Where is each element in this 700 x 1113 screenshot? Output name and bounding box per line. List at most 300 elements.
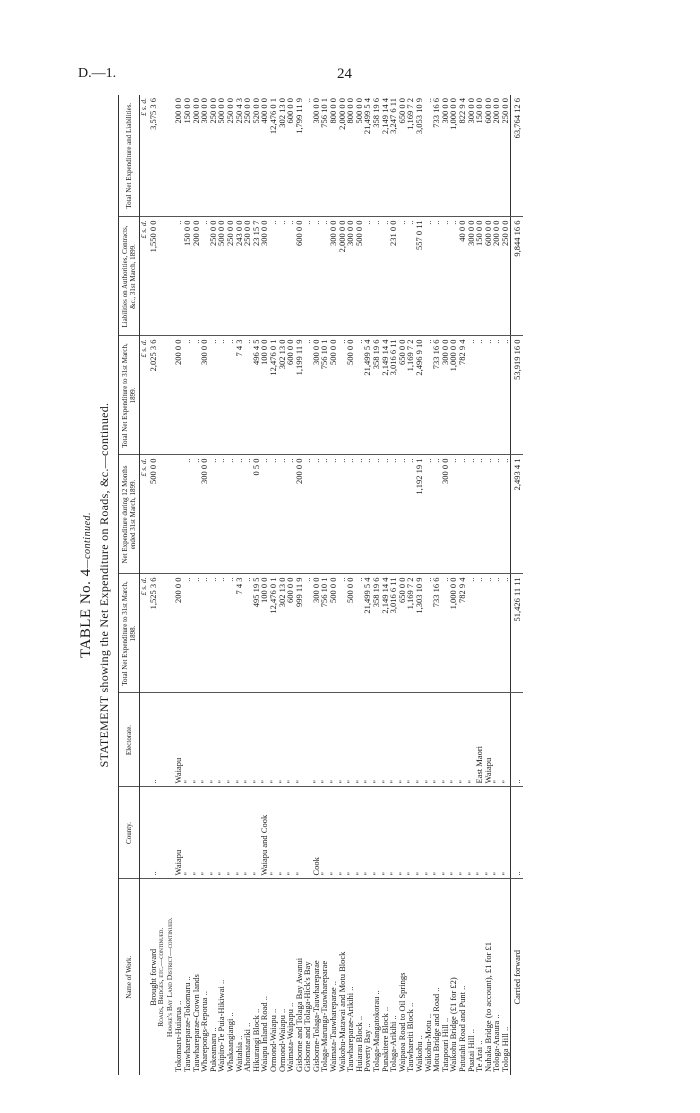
cell-exp-1898: 302 13 0 xyxy=(278,574,287,693)
cell-county: " xyxy=(295,787,304,879)
cell-name: Tatapouri Hill .. xyxy=(439,1017,450,1072)
cell-name: Motu Bridge and Road .. xyxy=(431,987,442,1072)
cell-liabilities: .. xyxy=(303,217,312,336)
cell-exp-during: .. xyxy=(492,455,501,574)
cell-total: 800 0 0 xyxy=(346,95,355,217)
cell-exp-during: .. xyxy=(269,455,278,574)
table-title xyxy=(78,95,95,1075)
cell-exp-during: 500 0 0 xyxy=(149,455,158,574)
col-header-county: County. xyxy=(119,787,140,879)
cell-electorate: " xyxy=(424,693,433,787)
cell-name: Tauwhareparae-Crown lands xyxy=(190,974,201,1072)
document-code: D.—1. xyxy=(78,66,117,81)
cell-electorate: " xyxy=(363,693,372,787)
cell-total: 1,000 0 0 xyxy=(449,95,458,217)
cell-electorate: " xyxy=(235,693,244,787)
cell-total: 200 0 0 xyxy=(192,95,201,217)
cell-exp-1898: .. xyxy=(226,574,235,693)
cell-liabilities: 500 0 0 xyxy=(355,217,364,336)
cell-name: Waikohu Bridge (£1 for £2) xyxy=(448,977,459,1072)
cell-name: Brought forward xyxy=(147,948,158,1006)
cell-electorate: East Maori xyxy=(475,693,484,787)
cell-exp-1898: .. xyxy=(467,574,476,693)
cell-exp-during: .. xyxy=(329,455,338,574)
cell-exp-1898: .. xyxy=(424,574,433,693)
cell-exp-1898: .. xyxy=(484,574,493,693)
cell-liabilities: 300 0 0 xyxy=(329,217,338,336)
cell-electorate: " xyxy=(295,693,304,787)
cell-liabilities: 150 0 0 xyxy=(183,217,192,336)
cell-exp-during: .. xyxy=(458,455,467,574)
cell-liabilities: 1,550 0 0 xyxy=(149,217,158,336)
cell-county: " xyxy=(226,787,235,879)
cell-county: Cook xyxy=(312,787,321,879)
cell-exp-1898: .. xyxy=(183,574,192,693)
cell-name: Roads, Bridges, etc.—continued. xyxy=(156,927,166,1027)
cell-total: 250 4 3 xyxy=(235,95,244,217)
cell-liabilities: 231 0 0 xyxy=(389,217,398,336)
cell-electorate xyxy=(157,693,166,787)
cell-county: " xyxy=(320,787,329,879)
cell-exp-during: .. xyxy=(278,455,287,574)
cell-electorate: " xyxy=(226,693,235,787)
cell-exp-1899: .. xyxy=(424,336,433,455)
cell-electorate: " xyxy=(449,693,458,787)
cell-county: " xyxy=(475,787,484,879)
cell-exp-1899: 600 0 0 xyxy=(286,336,295,455)
cell-total: 200 0 0 xyxy=(492,95,501,217)
cell-total: 358 19 6 xyxy=(372,95,381,217)
cell-liabilities: 200 0 0 xyxy=(492,217,501,336)
cell-liabilities: .. xyxy=(432,217,441,336)
cell-liabilities: 557 0 11 xyxy=(415,217,424,336)
cell-total: 2,000 0 0 xyxy=(338,95,347,217)
cell-exp-during: .. xyxy=(217,455,226,574)
cell-total: 2,149 14 4 xyxy=(381,95,390,217)
cell-exp-1898: 500 0 0 xyxy=(346,574,355,693)
table-header-row xyxy=(119,95,140,1075)
cell-county: " xyxy=(192,787,201,879)
cell-exp-during: .. xyxy=(363,455,372,574)
cell-liabilities: 250 0 0 xyxy=(243,217,252,336)
cell-liabilities: .. xyxy=(363,217,372,336)
cell-liabilities: .. xyxy=(278,217,287,336)
cell-exp-during: 300 0 0 xyxy=(200,455,209,574)
cell-exp-during: 1,192 19 1 xyxy=(415,455,424,574)
cell-total: .. xyxy=(303,95,312,217)
cell-total: 756 10 1 xyxy=(320,95,329,217)
cell-county: " xyxy=(269,787,278,879)
cell-liabilities: .. xyxy=(312,217,321,336)
cell-liabilities: .. xyxy=(424,217,433,336)
cell-name: Gisborne and Tolaga Bay Awanui xyxy=(293,957,304,1072)
cell-exp-during: .. xyxy=(372,455,381,574)
cell-liabilities: 250 0 0 xyxy=(501,217,510,336)
cell-name: Waikohu-Motu .. xyxy=(422,1013,433,1072)
cell-electorate xyxy=(303,693,312,787)
cell-total: 520 0 0 xyxy=(252,95,261,217)
cell-exp-during: .. xyxy=(381,455,390,574)
cell-total: 21,499 5 4 xyxy=(363,95,372,217)
cell-liabilities: 500 0 0 xyxy=(217,217,226,336)
cell-electorate: " xyxy=(320,693,329,787)
cell-total: 250 0 0 xyxy=(209,95,218,217)
cell-exp-1898: .. xyxy=(243,574,252,693)
cell-name: Tolaga-Marunga-Tauwhareparae xyxy=(319,960,330,1072)
cell-county: " xyxy=(346,787,355,879)
cell-total: 650 0 0 xyxy=(398,95,407,217)
cell-exp-1899: 300 0 0 xyxy=(441,336,450,455)
cell-total: 600 0 0 xyxy=(286,95,295,217)
cell-name: Tolaga-Arikihi .. xyxy=(388,1015,399,1072)
cell-name: Waipiro-Te Puia-Hikiwai .. xyxy=(216,979,227,1072)
cell-exp-1898: 495 19 5 xyxy=(252,574,261,693)
cell-exp-1899: .. xyxy=(192,336,201,455)
cell-total: 733 16 6 xyxy=(432,95,441,217)
cell-exp-1898: 100 0 0 xyxy=(260,574,269,693)
cell-electorate: " xyxy=(209,693,218,787)
cell-name: Waikohu .. xyxy=(414,1035,424,1072)
cell-exp-1899: 21,499 5 4 xyxy=(363,336,372,455)
cell-county: " xyxy=(415,787,424,879)
cell-name: Tologa Hill .. xyxy=(499,1026,510,1072)
col-header-exp-1898: Total Net Expenditure to 31st March, 1898. xyxy=(119,574,140,693)
cell-exp-1899: 53,919 16 0 xyxy=(510,336,523,455)
cell-liabilities: 300 0 0 xyxy=(346,217,355,336)
cell-exp-1899: .. xyxy=(492,336,501,455)
table-body xyxy=(140,95,524,1075)
table-subtitle: STATEMENT showing the Net Expenditure on Roads, &c.—continued. xyxy=(97,402,111,768)
cell-exp-1899: 358 19 6 xyxy=(372,336,381,455)
table-row xyxy=(295,95,304,1075)
cell-name: Pukeamaru .. xyxy=(207,1027,218,1072)
cell-name: Hawke's Bay Land District—continued. xyxy=(164,917,174,1038)
cell-exp-during: .. xyxy=(389,455,398,574)
cell-county: " xyxy=(363,787,372,879)
cell-liabilities: .. xyxy=(406,217,415,336)
cell-exp-1899: .. xyxy=(303,336,312,455)
cell-exp-during: .. xyxy=(209,455,218,574)
cell-name: Waipaoa Road to Oil Springs xyxy=(396,972,407,1072)
cell-exp-1899: 650 0 0 xyxy=(398,336,407,455)
cell-exp-1898: .. xyxy=(200,574,209,693)
cell-exp-1898: 782 9 4 xyxy=(458,574,467,693)
cell-county: " xyxy=(200,787,209,879)
cell-total: 3,247 6 11 xyxy=(389,95,398,217)
cell-total: 63,764 12 6 xyxy=(510,95,523,217)
cell-liabilities: .. xyxy=(174,217,183,336)
cell-exp-1899: 302 13 0 xyxy=(278,336,287,455)
cell-exp-1899: 733 16 6 xyxy=(432,336,441,455)
cell-exp-during: .. xyxy=(355,455,364,574)
cell-liabilities: 300 0 0 xyxy=(467,217,476,336)
cell-total xyxy=(157,95,166,217)
cell-exp-during: .. xyxy=(398,455,407,574)
cell-county: " xyxy=(355,787,364,879)
cell-county: " xyxy=(338,787,347,879)
cell-electorate: " xyxy=(243,693,252,787)
cell-exp-1899: 3,016 6 11 xyxy=(389,336,398,455)
cell-exp-during: .. xyxy=(320,455,329,574)
cell-county: " xyxy=(432,787,441,879)
cell-electorate: " xyxy=(398,693,407,787)
cell-liabilities: .. xyxy=(441,217,450,336)
cell-total: 200 0 0 xyxy=(174,95,183,217)
cell-county: " xyxy=(217,787,226,879)
cell-name: Whakaangiangi .. xyxy=(224,1012,235,1072)
cell-county: " xyxy=(467,787,476,879)
cell-exp-during xyxy=(157,455,166,574)
cell-exp-1899: 1,199 11 9 xyxy=(295,336,304,455)
cell-county: " xyxy=(458,787,467,879)
cell-name: Gisborne and Tolaga-Hick's Bay xyxy=(302,961,313,1072)
cell-exp-1898: .. xyxy=(209,574,218,693)
cell-name: Waikohu-Matawai and Motu Block xyxy=(336,951,347,1072)
cell-county: " xyxy=(449,787,458,879)
cell-exp-1898: .. xyxy=(492,574,501,693)
carried-forward-row xyxy=(510,95,523,1075)
cell-exp-1899: .. xyxy=(467,336,476,455)
cell-total: 1,169 7 2 xyxy=(406,95,415,217)
cell-exp-1898: 7 4 3 xyxy=(235,574,244,693)
cell-liabilities xyxy=(166,217,175,336)
cell-exp-during xyxy=(166,455,175,574)
col-header-liabilities: Liabilities on Authorities, Contracts, &c., 31st March, 1899. xyxy=(119,217,140,336)
cell-exp-1899: 300 0 0 xyxy=(200,336,209,455)
cell-exp-1899: 100 0 0 xyxy=(260,336,269,455)
cell-total: 150 0 0 xyxy=(475,95,484,217)
cell-electorate: " xyxy=(501,693,510,787)
cell-exp-1898: 21,499 5 4 xyxy=(363,574,372,693)
cell-county: " xyxy=(484,787,493,879)
cell-electorate: " xyxy=(355,693,364,787)
cell-name: Wharepongs-Reporua .. xyxy=(199,991,210,1072)
cell-exp-1898: 12,476 0 1 xyxy=(269,574,278,693)
cell-exp-during: 2,493 4 1 xyxy=(510,455,523,574)
cell-county: " xyxy=(406,787,415,879)
cell-electorate: .. xyxy=(510,693,523,787)
table-row xyxy=(415,95,424,1075)
cell-electorate: " xyxy=(183,693,192,787)
cell-county: " xyxy=(329,787,338,879)
cell-electorate: " xyxy=(346,693,355,787)
cell-exp-1899: .. xyxy=(217,336,226,455)
cell-name: Patutahi Road and Punt .. xyxy=(456,985,467,1072)
cell-total: 600 0 0 xyxy=(484,95,493,217)
cell-exp-1899: 1,169 7 2 xyxy=(406,336,415,455)
cell-electorate: " xyxy=(286,693,295,787)
cell-exp-during: .. xyxy=(243,455,252,574)
cell-exp-1899: .. xyxy=(243,336,252,455)
cell-liabilities: .. xyxy=(381,217,390,336)
cell-total: 500 0 0 xyxy=(217,95,226,217)
cell-exp-during: .. xyxy=(484,455,493,574)
cell-electorate: " xyxy=(458,693,467,787)
table-row xyxy=(192,95,201,1075)
cell-exp-1899: .. xyxy=(484,336,493,455)
cell-liabilities: .. xyxy=(269,217,278,336)
table-number: TABLE No. 4 xyxy=(78,568,94,659)
cell-exp-1899 xyxy=(157,336,166,455)
cell-exp-1899: 782 9 4 xyxy=(458,336,467,455)
cell-name: Nuhaka Bridge (to account), £1 for £1 xyxy=(482,941,493,1072)
cell-liabilities: .. xyxy=(372,217,381,336)
cell-name: Waiapu Inland Road .. xyxy=(259,995,270,1072)
table-row xyxy=(501,95,510,1075)
cell-electorate: " xyxy=(381,693,390,787)
cell-exp-1899: 756 10 1 xyxy=(320,336,329,455)
cell-exp-1898: 51,426 11 11 xyxy=(510,574,523,693)
cell-electorate: " xyxy=(312,693,321,787)
cell-electorate: " xyxy=(432,693,441,787)
cell-county: " xyxy=(183,787,192,879)
cell-exp-1899: 1,000 0 0 xyxy=(449,336,458,455)
cell-electorate: " xyxy=(406,693,415,787)
cell-county xyxy=(157,787,166,879)
cell-liabilities: 250 0 0 xyxy=(226,217,235,336)
cell-name: Gisborne-Tolaga-Tauwhareparae xyxy=(310,960,321,1072)
cell-exp-during: .. xyxy=(260,455,269,574)
cell-liabilities: 200 0 0 xyxy=(192,217,201,336)
cell-exp-during: .. xyxy=(183,455,192,574)
cell-exp-during: .. xyxy=(303,455,312,574)
cell-name: Te Arai .. xyxy=(474,1040,485,1072)
cell-exp-1899: 300 0 0 xyxy=(312,336,321,455)
cell-exp-during: .. xyxy=(424,455,433,574)
cell-liabilities: .. xyxy=(398,217,407,336)
cell-exp-1899: .. xyxy=(338,336,347,455)
cell-name: Puatai Hill .. xyxy=(465,1029,476,1072)
cell-county: " xyxy=(492,787,501,879)
cell-exp-during: .. xyxy=(467,455,476,574)
cell-liabilities: 2,000 0 0 xyxy=(338,217,347,336)
cell-liabilities: 250 0 0 xyxy=(209,217,218,336)
cell-exp-1899: 12,476 0 1 xyxy=(269,336,278,455)
cell-name: Waitahia .. xyxy=(233,1035,244,1072)
cell-electorate: " xyxy=(372,693,381,787)
cell-total: 250 0 0 xyxy=(501,95,510,217)
cell-liabilities: 600 0 0 xyxy=(484,217,493,336)
cell-exp-during: .. xyxy=(475,455,484,574)
cell-exp-1899: 496 4 5 xyxy=(252,336,261,455)
cell-liabilities: .. xyxy=(320,217,329,336)
cell-liabilities: 23 15 7 xyxy=(252,217,261,336)
cell-exp-during: .. xyxy=(432,455,441,574)
unit-label: £ s. d. xyxy=(140,336,149,455)
cell-electorate: " xyxy=(467,693,476,787)
cell-exp-1898: 200 0 0 xyxy=(174,574,183,693)
cell-total: 150 0 0 xyxy=(183,95,192,217)
cell-electorate: " xyxy=(278,693,287,787)
cell-exp-during: .. xyxy=(449,455,458,574)
table-continued: —continued. xyxy=(82,511,93,569)
cell-liabilities: 9,844 16 6 xyxy=(510,217,523,336)
cell-exp-during: .. xyxy=(286,455,295,574)
col-header-name: Name of Work. xyxy=(119,879,140,1075)
cell-county: " xyxy=(252,787,261,879)
col-header-exp-1899: Total Net Expenditure to 31st March, 1899. xyxy=(119,336,140,455)
cell-name: Waimata-Waipapu .. xyxy=(285,1002,296,1072)
cell-exp-1898: .. xyxy=(475,574,484,693)
unit-label: £ s. d. xyxy=(140,574,149,693)
cell-county: " xyxy=(372,787,381,879)
cell-exp-1899: .. xyxy=(355,336,364,455)
cell-name: Punakitere Block .. xyxy=(379,1006,390,1072)
cell-county: " xyxy=(501,787,510,879)
cell-electorate: " xyxy=(217,693,226,787)
cell-total: 1,799 11 9 xyxy=(295,95,304,217)
cell-exp-1898: 300 0 0 xyxy=(312,574,321,693)
cell-exp-1899: .. xyxy=(209,336,218,455)
cell-exp-during: 0 5 0 xyxy=(252,455,261,574)
cell-electorate: " xyxy=(329,693,338,787)
cell-name: Waimata-Tauwhareparae .. xyxy=(328,981,339,1072)
expenditure-table xyxy=(118,95,523,1075)
cell-liabilities: 300 0 0 xyxy=(260,217,269,336)
cell-total: 12,476 0 1 xyxy=(269,95,278,217)
cell-name: Tolaga-Mangatokorau .. xyxy=(371,990,382,1072)
cell-county: " xyxy=(424,787,433,879)
cell-exp-1898: .. xyxy=(192,574,201,693)
cell-county: .. xyxy=(510,787,523,879)
cell-name: Tauwhareiti Block .. xyxy=(405,1002,416,1072)
cell-name: Poverty Bay .. xyxy=(362,1023,373,1072)
cell-electorate: " xyxy=(252,693,261,787)
cell-exp-1898: 1,000 0 0 xyxy=(449,574,458,693)
unit-label: £ s. d. xyxy=(140,95,149,217)
cell-exp-1898: 500 0 0 xyxy=(329,574,338,693)
cell-total: 250 0 0 xyxy=(243,95,252,217)
unit-label: £ s. d. xyxy=(140,217,149,336)
cell-exp-1898: 999 11 9 xyxy=(295,574,304,693)
cell-county: " xyxy=(235,787,244,879)
cell-exp-during: .. xyxy=(406,455,415,574)
cell-exp-1898: 600 0 0 xyxy=(286,574,295,693)
cell-exp-during: .. xyxy=(346,455,355,574)
cell-exp-1899: 200 0 0 xyxy=(174,336,183,455)
cell-liabilities: 40 0 0 xyxy=(458,217,467,336)
cell-exp-1898: .. xyxy=(338,574,347,693)
rotated-table-region xyxy=(78,95,638,1075)
cell-exp-during: .. xyxy=(226,455,235,574)
cell-exp-1898: .. xyxy=(217,574,226,693)
cell-electorate: " xyxy=(389,693,398,787)
cell-total: 300 0 0 xyxy=(312,95,321,217)
cell-exp-1899: .. xyxy=(475,336,484,455)
cell-exp-during xyxy=(174,455,183,574)
cell-total: 302 13 0 xyxy=(278,95,287,217)
cell-exp-during: .. xyxy=(338,455,347,574)
cell-total: 3,575 3 6 xyxy=(149,95,158,217)
cell-exp-1899: .. xyxy=(183,336,192,455)
cell-electorate: Waiapu xyxy=(174,693,183,787)
cell-county: .. xyxy=(149,787,158,879)
cell-total: 800 0 0 xyxy=(329,95,338,217)
cell-electorate: " xyxy=(441,693,450,787)
cell-total: 300 0 0 xyxy=(441,95,450,217)
cell-exp-1898: 358 19 6 xyxy=(372,574,381,693)
cell-electorate: " xyxy=(415,693,424,787)
cell-liabilities: .. xyxy=(286,217,295,336)
cell-name: Ormond-Waiapu .. xyxy=(267,1008,278,1072)
cell-exp-1899: 500 0 0 xyxy=(346,336,355,455)
cell-total: 500 0 0 xyxy=(355,95,364,217)
cell-name: Huiarau Block .. xyxy=(353,1015,364,1072)
cell-exp-1898: 733 16 6 xyxy=(432,574,441,693)
cell-liabilities: 600 0 0 xyxy=(295,217,304,336)
cell-name: Tologa-Anaura .. xyxy=(491,1014,502,1072)
cell-name: Tauwhareparae-Tokomaru .. xyxy=(181,976,192,1072)
